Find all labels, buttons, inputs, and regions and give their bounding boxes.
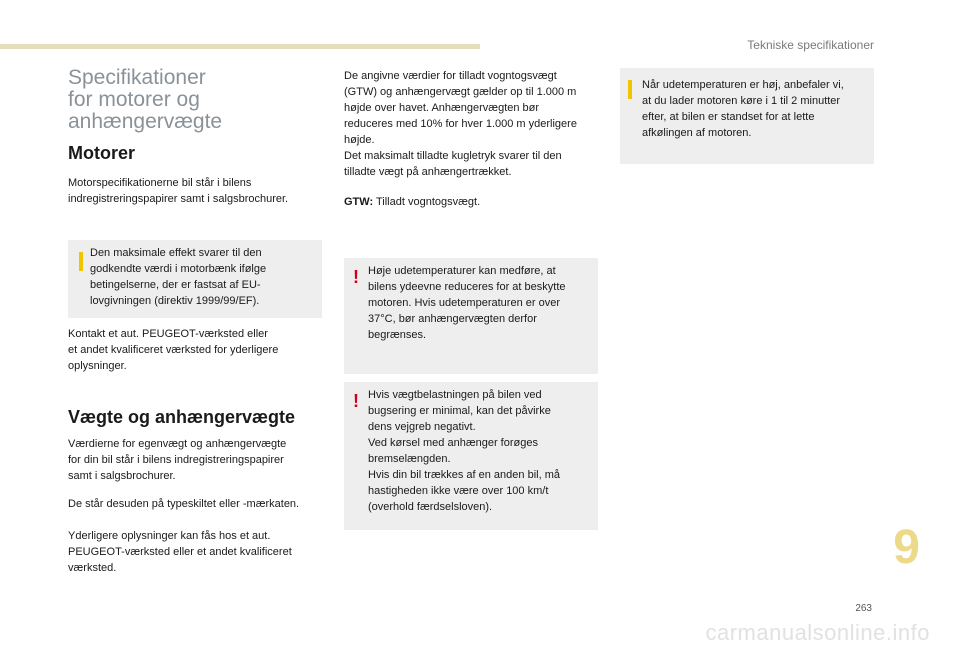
text-line: PEUGEOT-værksted eller et andet kvalificeret	[68, 546, 292, 558]
text-line: hastigheden ikke være over 100 km/t	[368, 485, 549, 497]
text-line: Den maksimale effekt svarer til den	[90, 247, 262, 259]
text-line: at du lader motoren køre i 1 til 2 minutter	[642, 95, 841, 107]
text-line: Høje udetemperaturer kan medføre, at	[368, 265, 556, 277]
gtw-text: Tilladt vogntogsvægt.	[373, 196, 481, 208]
text-line: reduceres med 10% for hver 1.000 m yderligere	[344, 118, 577, 130]
motorer-paragraph	[68, 175, 328, 207]
text-line: afkølingen af motoren.	[642, 127, 752, 139]
warning-note-text	[368, 387, 596, 515]
text-line: (overhold færdselsloven).	[368, 501, 493, 513]
text-line: oplysninger.	[68, 360, 127, 372]
text-line: efter, at bilen er standset for at lette	[642, 111, 815, 123]
page-title	[68, 67, 318, 133]
text-line: Det maksimalt tilladte kugletryk svarer til den	[344, 150, 562, 162]
text-line: bilens ydeevne reduceres for at beskytte	[368, 281, 566, 293]
info-icon	[79, 252, 83, 271]
page-title-line: for motorer og	[68, 88, 200, 111]
text-line: værksted.	[68, 562, 117, 574]
warning-icon: !	[353, 391, 359, 411]
info-icon	[628, 80, 632, 99]
text-line: samt i salgsbrochurer.	[68, 470, 176, 482]
text-line: et andet kvalificeret værksted for yderligere	[68, 344, 279, 356]
text-line: højde over havet. Anhængervægten bør	[344, 102, 540, 114]
weights-heading: Vægte og anhængervægte	[68, 407, 296, 427]
text-line: (GTW) og anhængervægt gælder op til 1.000 m	[344, 86, 577, 98]
altitude-paragraph	[344, 68, 606, 180]
text-line: betingelserne, der er fastsat af EU-	[90, 279, 261, 291]
page-title-line: Specifikationer	[68, 66, 206, 89]
gtw-label: GTW:	[344, 196, 374, 208]
contact-paragraph	[68, 326, 328, 374]
text-line: Ved kørsel med anhænger forøges	[368, 437, 538, 449]
motorer-heading: Motorer	[68, 143, 135, 163]
text-line: dens vejgreb negativt.	[368, 421, 476, 433]
chapter-number: 9	[893, 521, 920, 574]
text-line: Yderligere oplysninger kan fås hos et aut.	[68, 530, 271, 542]
gtw-definition	[344, 194, 606, 210]
text-line: godkendte værdi i motorbænk ifølge	[90, 263, 267, 275]
text-line: bugsering er minimal, kan det påvirke	[368, 405, 551, 417]
text-line: motoren. Hvis udetemperaturen er over	[368, 297, 560, 309]
info-note-text	[642, 77, 872, 141]
text-line: De angivne værdier for tilladt vogntogsvægt	[344, 70, 557, 82]
info-note-text	[90, 245, 318, 309]
page-number: 263	[855, 603, 872, 614]
text-line: tilladte vægt på anhængertrækket.	[344, 166, 512, 178]
page-title-line: anhængervægte	[68, 110, 223, 133]
text-line: 37°C, bør anhængervægten derfor	[368, 313, 537, 325]
warning-note-temperature	[344, 258, 598, 374]
header-rule	[0, 44, 480, 49]
warning-note-text	[368, 263, 596, 343]
weights-paragraph	[68, 436, 333, 484]
text-line: Hvis din bil trækkes af en anden bil, må	[368, 469, 560, 481]
warning-note-towing	[344, 382, 598, 530]
info-note	[68, 240, 322, 318]
text-line: Motorspecifikationerne bil står i bilens	[68, 177, 252, 189]
text-line: Når udetemperaturen er høj, anbefaler vi,	[642, 79, 844, 91]
watermark: carmanualsonline.info	[705, 620, 930, 645]
text-line: lovgivningen (direktiv 1999/99/EF).	[90, 295, 260, 307]
section-title: Tekniske specifikationer	[747, 38, 874, 52]
text-line: Hvis vægtbelastningen på bilen ved	[368, 389, 542, 401]
text-line: Kontakt et aut. PEUGEOT-værksted eller	[68, 328, 268, 340]
text-line: for din bil står i bilens indregistreringspapirer	[68, 454, 284, 466]
text-line: højde.	[344, 134, 375, 146]
text-line: Værdierne for egenvægt og anhængervægte	[68, 438, 287, 450]
more-info-paragraph	[68, 528, 333, 576]
text-line: bremselængden.	[368, 453, 451, 465]
info-note-cooling	[620, 68, 874, 164]
text-line: indregistreringspapirer samt i salgsbrochurer.	[68, 193, 289, 205]
warning-icon: !	[353, 267, 359, 287]
typeplate-paragraph: De står desuden på typeskiltet eller -mærkaten.	[68, 498, 300, 510]
text-line: begrænses.	[368, 329, 427, 341]
